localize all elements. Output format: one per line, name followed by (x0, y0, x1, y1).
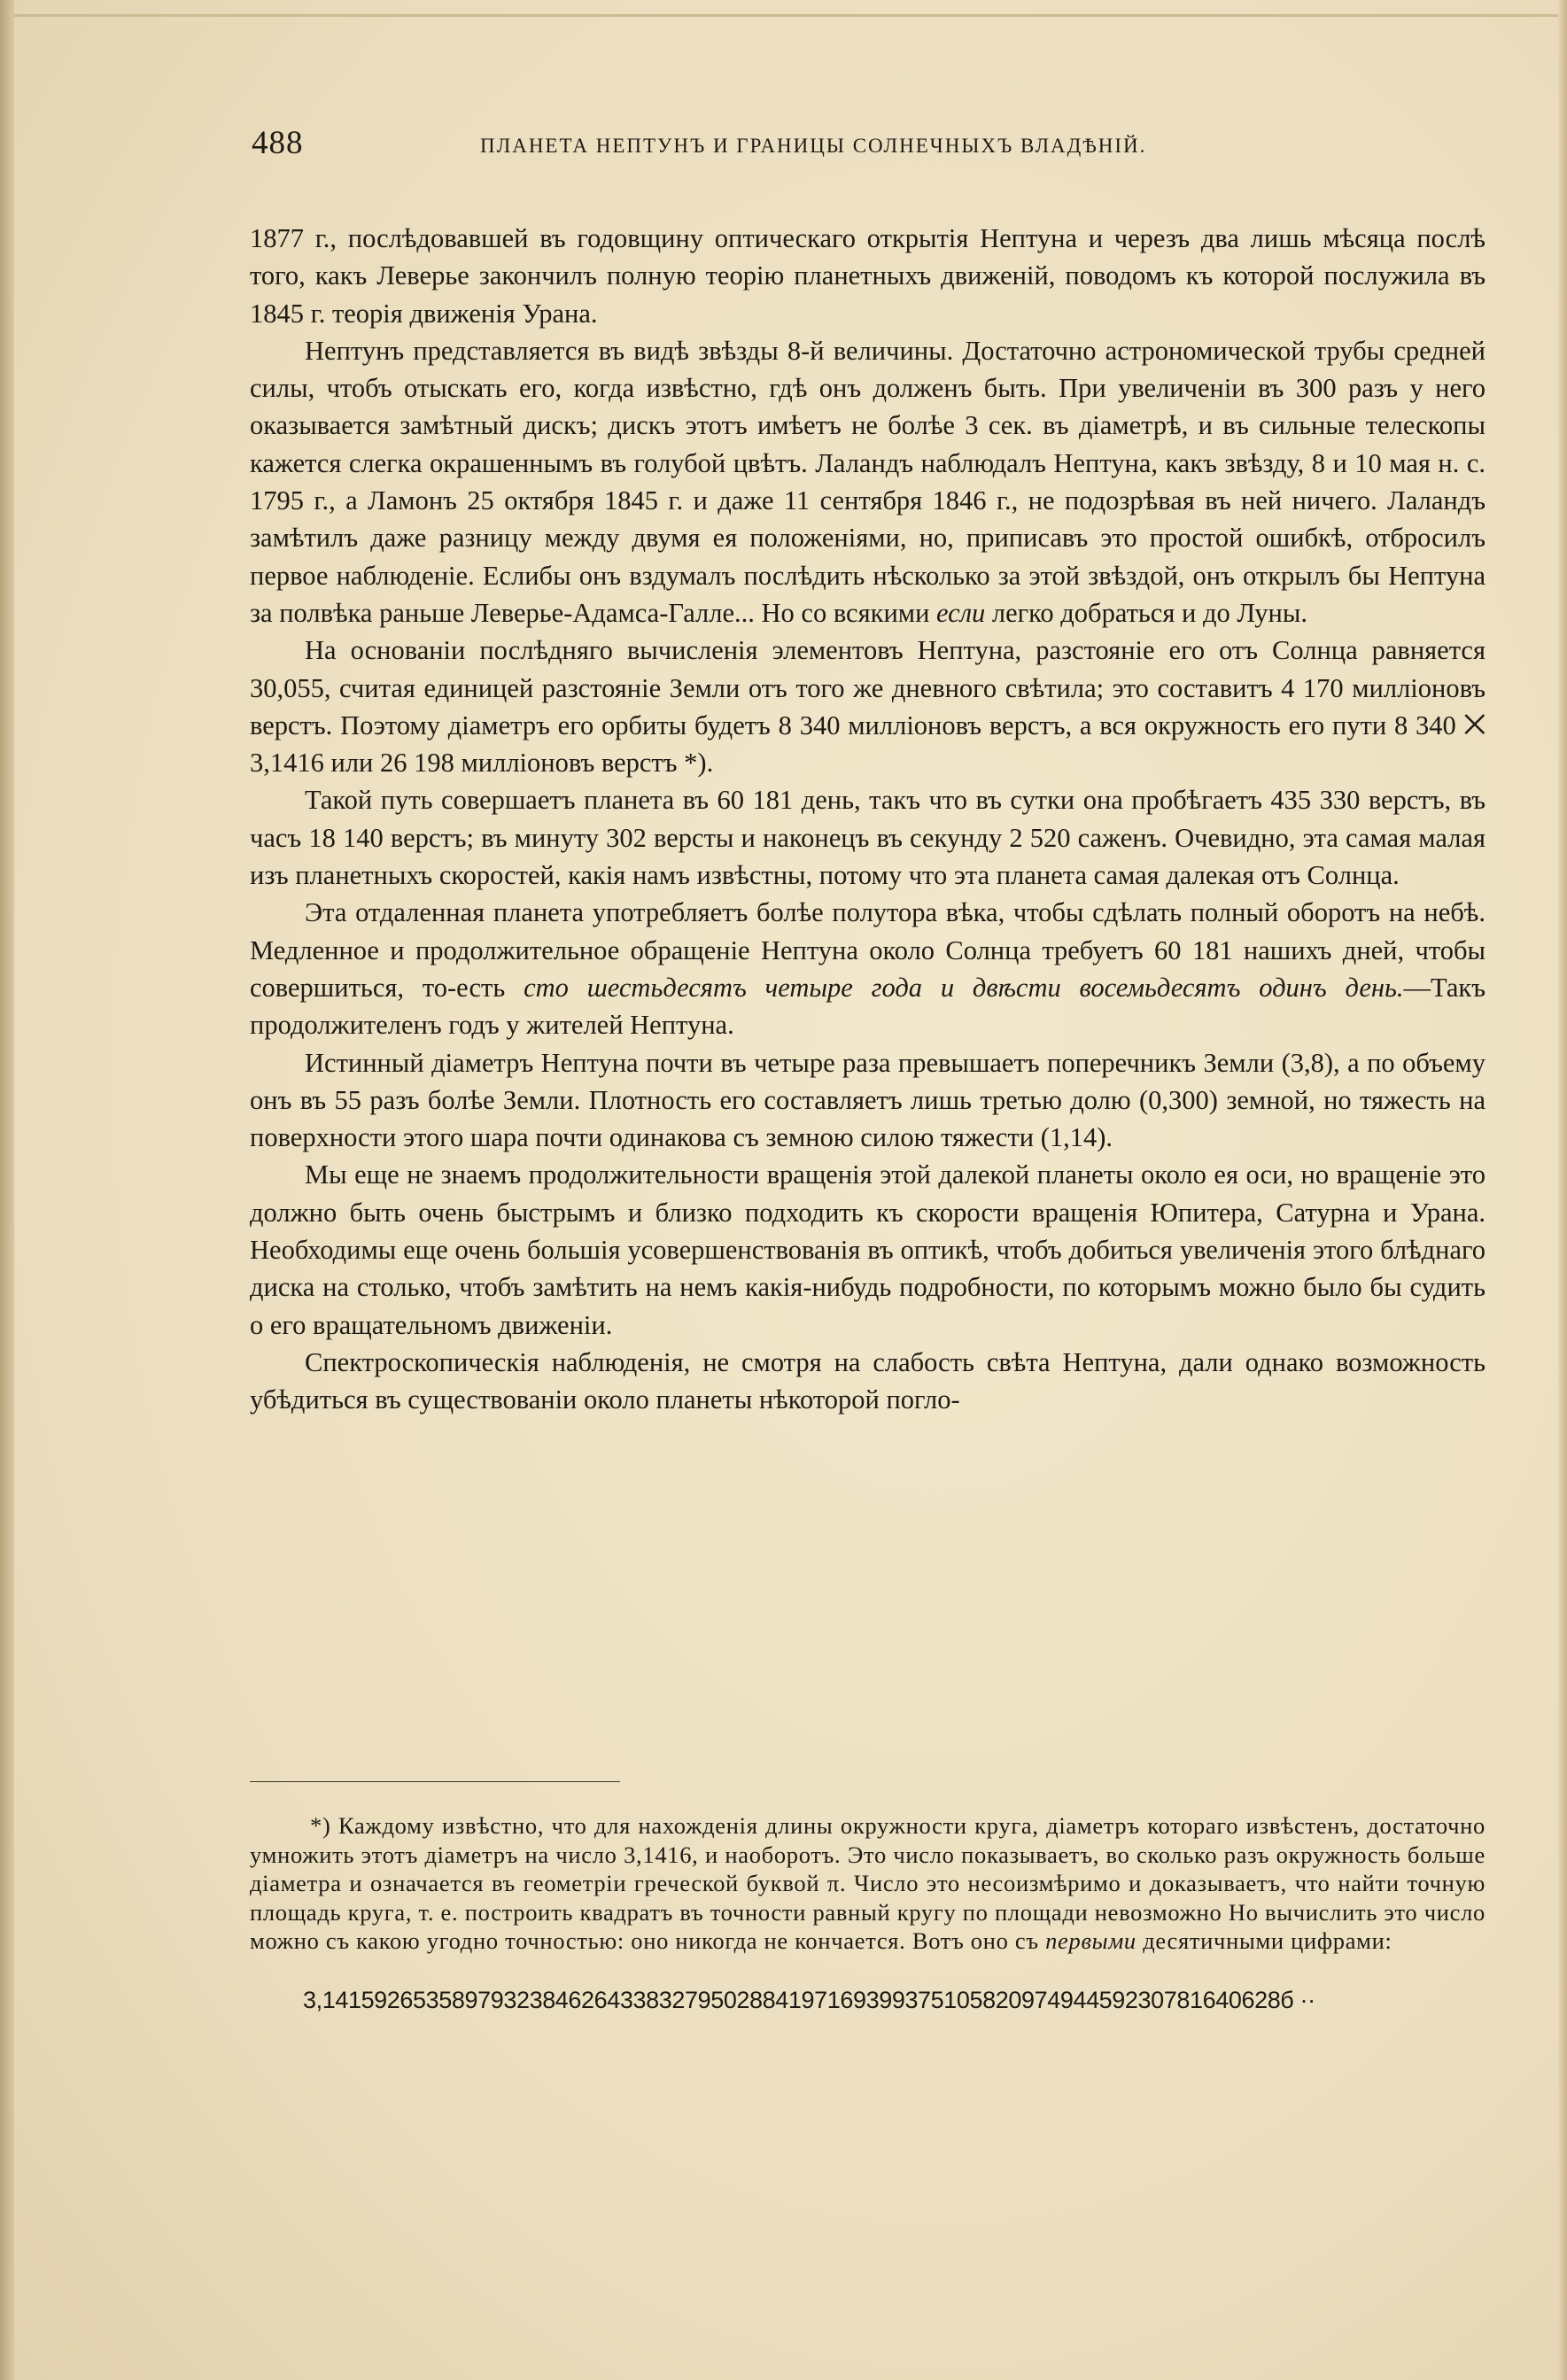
paragraph-text: Эта отдаленная планета употребляетъ болѣе полутора вѣка, чтобы сдѣлать полный оборотъ на небѣ. Медленное и продолжительное обращеніе Нептуна около Солнца требуетъ 60 181 нашихъ дней, чтобы совершиться, то-есть (250, 897, 1486, 1003)
paragraph: Такой путь совершаетъ планета въ 60 181 день, такъ что въ сутки она пробѣгаетъ 435 330 верстъ, въ часъ 18 140 верстъ; въ минуту 302 версты и наконецъ въ секунду 2 520 саженъ. Очевидно, эта самая малая изъ планетныхъ скоростей, какія намъ извѣстны, потому что эта планета самая далекая отъ Солнца. (250, 785, 1486, 891)
paragraph-text: легко добраться и до Луны. (991, 597, 1307, 628)
footnote-body: *) Каждому извѣстно, что для нахожденія длины окружности круга, діаметръ котораго извѣстенъ, достаточно умножить этотъ діаметръ на число 3,1416, и наоборотъ. Это число показываетъ, во сколько разъ окружность больше діаметра и означается въ геометріи греческой буквой π. Число это несоизмѣримо и доказываетъ, что найти точную площадь круга, т. е. построить квадратъ въ точности равный кругу по площади невозможно Но вычислить это число можно съ какою угодно точностью: оно никогда не кончается. Вотъ оно съ (250, 1812, 1486, 1954)
paragraph (250, 894, 1486, 1043)
page-header (252, 124, 1485, 168)
footnote-body-end: десятичными цифрами: (1143, 1927, 1392, 1954)
paragraph-text: —Такъ продолжителенъ годъ у жителей Нептуна. (250, 972, 1486, 1041)
paragraph: Спектроскопическія наблюденія, не смотря на слабость свѣта Нептуна, дали однако возможность убѣдиться въ существованіи около планеты нѣкоторой погло- (250, 1346, 1486, 1415)
running-title: ПЛАНЕТА НЕПТУНЪ И ГРАНИЦЫ СОЛНЕЧНЫХЪ ВЛАДѢНІЙ. (480, 135, 1147, 157)
paragraph: На основаніи послѣдняго вычисленія элементовъ Нептуна, разстояніе его отъ Солнца равняется 30,055, считая единицей разстояніе Земли отъ того же дневного свѣтила; это составитъ 4 170 милліоновъ верстъ. Поэтому діаметръ его орбиты будетъ 8 340 милліоновъ верстъ, а вся окружность его пути 8 340 ⨉ 3,1416 или 26 198 милліоновъ верстъ *). (250, 635, 1486, 779)
pi-digits: 3,14159265358979323846264338327950288419716939937510582097494459230781640628б ·· (303, 1986, 1315, 2013)
footnote-separator (250, 1781, 620, 1782)
paragraph: 1877 г., послѣдовавшей въ годовщину оптическаго открытія Нептуна и черезъ два лишь мѣсяца послѣ того, какъ Леверье закончилъ полную теорію планетныхъ движеній, поводомъ къ которой послужила въ 1845 г. теорія движенія Урана. (250, 223, 1486, 329)
main-text (250, 220, 1486, 1419)
paragraph: Мы еще не знаемъ продолжительности вращенія этой далекой планеты около ея оси, но вращеніе это должно быть очень быстрымъ и близко подходить къ скорости вращенія Юпитера, Сатурна и Урана. Необходимы еще очень большія усовершенствованія въ оптикѣ, чтобъ добиться увеличенія этого блѣднаго диска на столько, чтобъ замѣтить на немъ какія-нибудь подробности, по которымъ можно было бы судить о его вращательномъ движеніи. (250, 1159, 1486, 1340)
italic-phrase: сто шестьдесятъ четыре года и двѣсти восемьдесятъ одинъ день. (524, 972, 1404, 1003)
page-number: 488 (252, 125, 304, 161)
paragraph: Истинный діаметръ Нептуна почти въ четыре раза превышаетъ поперечникъ Земли (3,8), а по объему онъ въ 55 разъ болѣе Земли. Плотность его составляетъ лишь третью долю (0,300) земной, но тяжесть на поверхности этого шара почти одинакова съ земною силою тяжести (1,14). (250, 1047, 1486, 1153)
page-edge (1558, 0, 1567, 2380)
binding-edge (0, 0, 14, 2380)
italic-word: первыми (1045, 1927, 1136, 1954)
italic-word: если (936, 597, 986, 628)
top-edge (14, 14, 1558, 17)
paragraph (250, 332, 1486, 632)
footnote-text (250, 1811, 1486, 1956)
paragraph-text: Нептунъ представляется въ видѣ звѣзды 8-й величины. Достаточно астрономической трубы средней силы, чтобъ отыскать его, когда извѣстно, гдѣ онъ долженъ быть. При увеличеніи въ 300 разъ у него оказывается замѣтный дискъ; дискъ этотъ имѣетъ не болѣе 3 сек. въ діаметрѣ, и въ сильные телескопы кажется слегка окрашеннымъ въ голубой цвѣтъ. Лаландъ наблюдалъ Нептуна, какъ звѣзду, 8 и 10 мая н. с. 1795 г., а Ламонъ 25 октября 1845 г. и даже 11 сентября 1846 г., не подозрѣвая въ ней ничего. Лаландъ замѣтилъ даже разницу между двумя ея положеніями, но, приписавъ это простой ошибкѣ, отбросилъ первое наблюденіе. Еслибы онъ вздумалъ послѣдить нѣсколько за этой звѣздой, онъ открылъ бы Нептуна за полвѣка раньше Леверье-Адамса-Галле... Но со всякими (250, 335, 1486, 628)
footnote (250, 1811, 1486, 2014)
